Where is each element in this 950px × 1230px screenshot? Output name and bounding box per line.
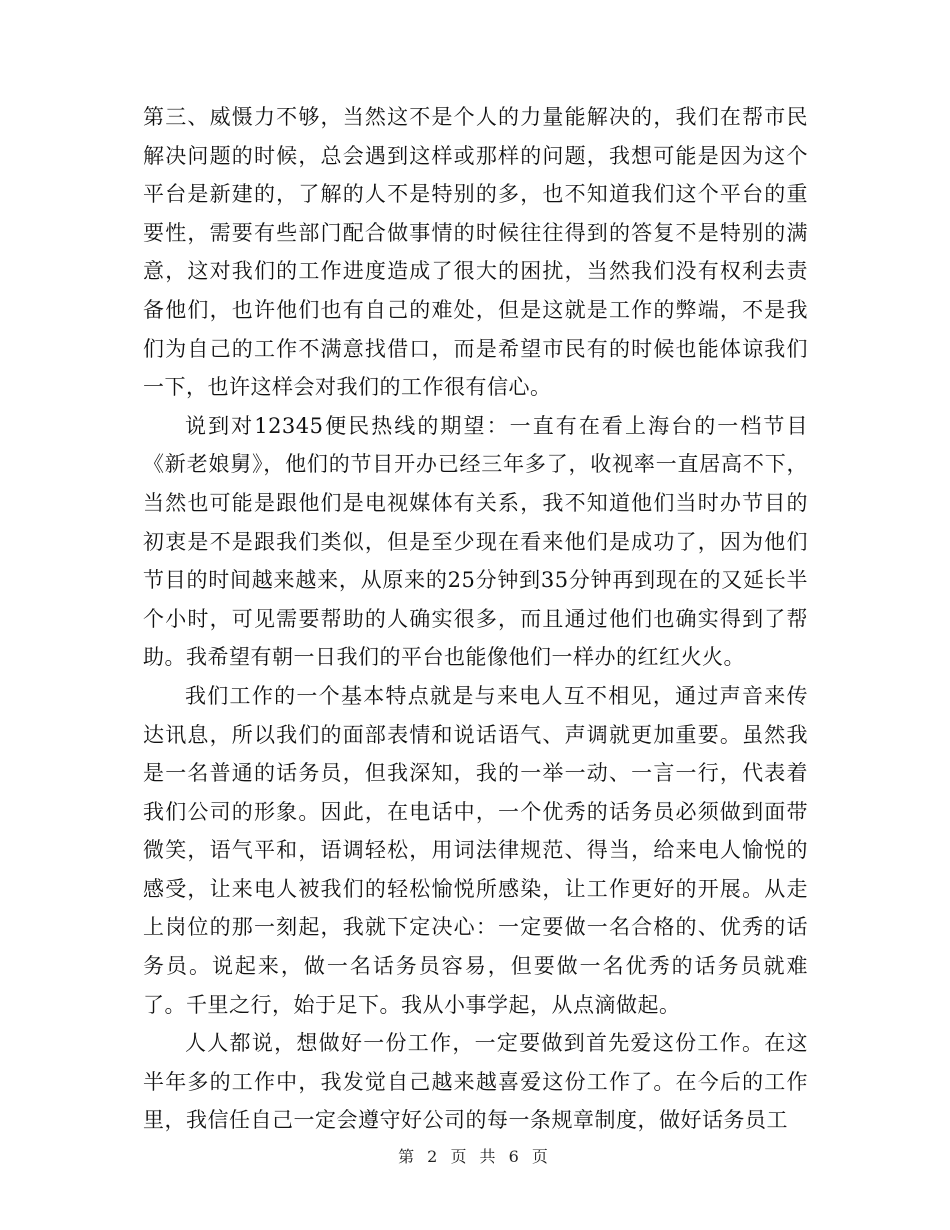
document-body [143, 98, 808, 1140]
paragraph-2: 说到对12345便民热线的期望：一直有在看上海台的一档节目《新老娘舅》，他们的节目开办已经三年多了，收视率一直居高不下，当然也可能是跟他们是电视媒体有关系，我不知道他们当时办节目的初衷是不是跟我们类似，但是至少现在看来他们是成功了，因为他们节目的时间越来越来，从原来的25分钟到35分钟再到现在的又延长半个小时，可见需要帮助的人确实很多，而且通过他们也确实得到了帮助。我希望有朝一日我们的平台也能像他们一样办的红红火火。 [143, 413, 808, 670]
page-number-footer: 第 2 页 共 6 页 [398, 1147, 552, 1166]
paragraph-1: 第三、威慑力不够，当然这不是个人的力量能解决的，我们在帮市民解决问题的时候，总会遇到这样或那样的问题，我想可能是因为这个平台是新建的，了解的人不是特别的多，也不知道我们这个平台的重要性，需要有些部门配合做事情的时候往往得到的答复不是特别的满意，这对我们的工作进度造成了很大的困扰，当然我们没有权利去责备他们，也许他们也有自己的难处，但是这就是工作的弊端，不是我们为自己的工作不满意找借口，而是希望市民有的时候也能体谅我们一下，也许这样会对我们的工作很有信心。 [143, 105, 808, 400]
paragraph-4: 人人都说，想做好一份工作，一定要做到首先爱这份工作。在这半年多的工作中，我发觉自己越来越喜爱这份工作了。在今后的工作里，我信任自己一定会遵守好公司的每一条规章制度，做好话务员工 [143, 1031, 808, 1133]
paragraph-3: 我们工作的一个基本特点就是与来电人互不相见，通过声音来传达讯息，所以我们的面部表情和说话语气、声调就更加重要。虽然我是一名普通的话务员，但我深知，我的一举一动、一言一行，代表着我们公司的形象。因此，在电话中，一个优秀的话务员必须做到面带微笑，语气平和，语调轻松，用词法律规范、得当，给来电人愉悦的感受，让来电人被我们的轻松愉悦所感染，让工作更好的开展。从走上岗位的那一刻起，我就下定决心：一定要做一名合格的、优秀的话务员。说起来，做一名话务员容易，但要做一名优秀的话务员就难了。千里之行，始于足下。我从小事学起，从点滴做起。 [143, 683, 808, 1017]
